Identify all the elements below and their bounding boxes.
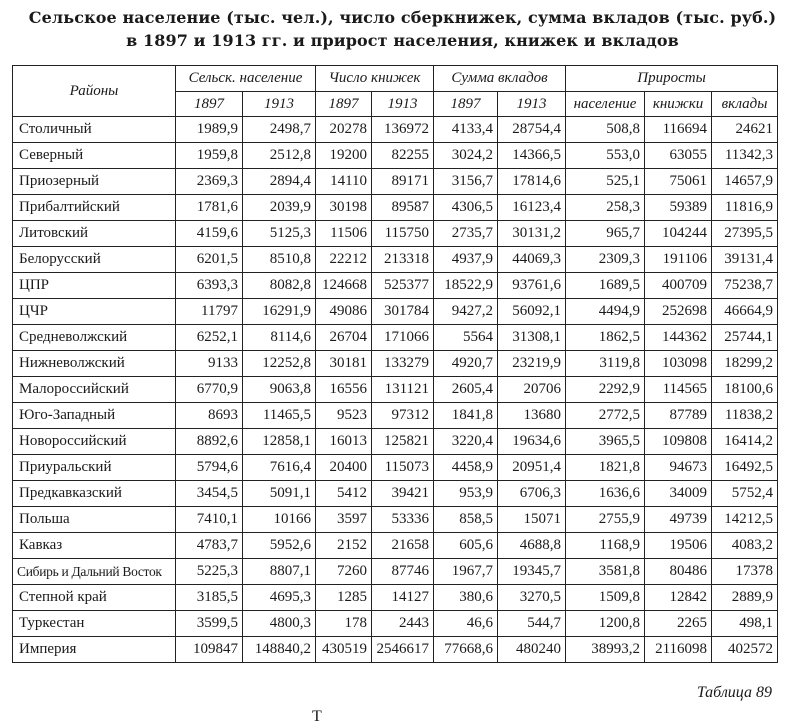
value-cell-gp: 965,7 xyxy=(566,221,645,247)
value-cell-b1897: 30181 xyxy=(316,351,372,377)
value-cell-p1897: 4159,6 xyxy=(176,221,243,247)
table-row xyxy=(13,377,778,403)
value-cell-p1913: 12858,1 xyxy=(243,429,316,455)
region-cell: ЦЧР xyxy=(13,299,176,325)
value-cell-b1897: 30198 xyxy=(316,195,372,221)
table-row xyxy=(13,455,778,481)
value-cell-d1913: 28754,4 xyxy=(498,117,566,143)
value-cell-p1897: 8693 xyxy=(176,403,243,429)
value-cell-p1913: 8082,8 xyxy=(243,273,316,299)
value-cell-gb: 116694 xyxy=(645,117,712,143)
value-cell-b1897: 20400 xyxy=(316,455,372,481)
value-cell-gd: 14212,5 xyxy=(712,507,778,533)
title-line-2: в 1897 и 1913 гг. и прирост населения, книжек и вкладов xyxy=(126,31,679,50)
table-title xyxy=(0,6,805,52)
value-cell-b1913: 171066 xyxy=(372,325,434,351)
value-cell-b1897: 14110 xyxy=(316,169,372,195)
value-cell-gb: 114565 xyxy=(645,377,712,403)
value-cell-gp: 38993,2 xyxy=(566,637,645,663)
value-cell-p1913: 2039,9 xyxy=(243,195,316,221)
value-cell-p1897: 3185,5 xyxy=(176,585,243,611)
value-cell-p1897: 6252,1 xyxy=(176,325,243,351)
value-cell-d1913: 15071 xyxy=(498,507,566,533)
value-cell-gp: 2292,9 xyxy=(566,377,645,403)
region-cell: Северный xyxy=(13,143,176,169)
value-cell-gp: 2772,5 xyxy=(566,403,645,429)
value-cell-d1913: 4688,8 xyxy=(498,533,566,559)
table-row xyxy=(13,169,778,195)
value-cell-gb: 12842 xyxy=(645,585,712,611)
value-cell-d1897: 858,5 xyxy=(434,507,498,533)
value-cell-b1913: 525377 xyxy=(372,273,434,299)
value-cell-b1913: 2546617 xyxy=(372,637,434,663)
value-cell-p1897: 11797 xyxy=(176,299,243,325)
value-cell-b1897: 11506 xyxy=(316,221,372,247)
value-cell-gd: 11342,3 xyxy=(712,143,778,169)
value-cell-d1897: 605,6 xyxy=(434,533,498,559)
value-cell-d1913: 16123,4 xyxy=(498,195,566,221)
value-cell-b1897: 3597 xyxy=(316,507,372,533)
value-cell-p1897: 109847 xyxy=(176,637,243,663)
value-cell-p1897: 6770,9 xyxy=(176,377,243,403)
value-cell-gp: 1636,6 xyxy=(566,481,645,507)
region-cell: Средневолжский xyxy=(13,325,176,351)
value-cell-gd: 39131,4 xyxy=(712,247,778,273)
value-cell-d1897: 953,9 xyxy=(434,481,498,507)
table-row xyxy=(13,559,778,585)
value-cell-b1897: 430519 xyxy=(316,637,372,663)
value-cell-b1897: 22212 xyxy=(316,247,372,273)
table-row xyxy=(13,507,778,533)
value-cell-gd: 27395,5 xyxy=(712,221,778,247)
table-row xyxy=(13,143,778,169)
region-cell: Приозерный xyxy=(13,169,176,195)
value-cell-d1897: 4920,7 xyxy=(434,351,498,377)
value-cell-p1913: 4695,3 xyxy=(243,585,316,611)
value-cell-d1913: 17814,6 xyxy=(498,169,566,195)
value-cell-gb: 49739 xyxy=(645,507,712,533)
value-cell-d1897: 2735,7 xyxy=(434,221,498,247)
value-cell-d1913: 31308,1 xyxy=(498,325,566,351)
value-cell-d1897: 3156,7 xyxy=(434,169,498,195)
value-cell-gb: 19506 xyxy=(645,533,712,559)
region-cell: Новороссийский xyxy=(13,429,176,455)
data-table xyxy=(12,65,778,663)
region-cell: Предкавказский xyxy=(13,481,176,507)
value-cell-gb: 144362 xyxy=(645,325,712,351)
header-rural-population: Сельск. население xyxy=(176,66,316,92)
value-cell-gb: 75061 xyxy=(645,169,712,195)
value-cell-gb: 2265 xyxy=(645,611,712,637)
value-cell-gd: 2889,9 xyxy=(712,585,778,611)
value-cell-d1897: 9427,2 xyxy=(434,299,498,325)
value-cell-gb: 80486 xyxy=(645,559,712,585)
value-cell-b1897: 16013 xyxy=(316,429,372,455)
value-cell-d1897: 380,6 xyxy=(434,585,498,611)
value-cell-d1913: 19634,6 xyxy=(498,429,566,455)
value-cell-p1897: 9133 xyxy=(176,351,243,377)
value-cell-gb: 191106 xyxy=(645,247,712,273)
value-cell-p1913: 11465,5 xyxy=(243,403,316,429)
value-cell-gp: 1200,8 xyxy=(566,611,645,637)
value-cell-gd: 4083,2 xyxy=(712,533,778,559)
header-year-1897: 1897 xyxy=(434,92,498,117)
value-cell-gp: 525,1 xyxy=(566,169,645,195)
region-cell: ЦПР xyxy=(13,273,176,299)
value-cell-gd: 14657,9 xyxy=(712,169,778,195)
value-cell-b1897: 1285 xyxy=(316,585,372,611)
value-cell-p1913: 2512,8 xyxy=(243,143,316,169)
header-deposits: Сумма вкладов xyxy=(434,66,566,92)
region-cell: Столичный xyxy=(13,117,176,143)
value-cell-d1913: 44069,3 xyxy=(498,247,566,273)
value-cell-gb: 87789 xyxy=(645,403,712,429)
value-cell-d1913: 20706 xyxy=(498,377,566,403)
region-cell: Империя xyxy=(13,637,176,663)
value-cell-p1913: 7616,4 xyxy=(243,455,316,481)
value-cell-b1913: 87746 xyxy=(372,559,434,585)
table-row xyxy=(13,481,778,507)
value-cell-b1913: 2443 xyxy=(372,611,434,637)
header-growth-books: книжки xyxy=(645,92,712,117)
value-cell-b1897: 20278 xyxy=(316,117,372,143)
value-cell-gp: 3581,8 xyxy=(566,559,645,585)
value-cell-d1897: 3024,2 xyxy=(434,143,498,169)
value-cell-d1897: 1841,8 xyxy=(434,403,498,429)
region-cell: Польша xyxy=(13,507,176,533)
header-growth: Приросты xyxy=(566,66,778,92)
value-cell-b1897: 19200 xyxy=(316,143,372,169)
value-cell-p1913: 12252,8 xyxy=(243,351,316,377)
value-cell-gd: 46664,9 xyxy=(712,299,778,325)
table-row xyxy=(13,351,778,377)
value-cell-b1913: 14127 xyxy=(372,585,434,611)
table-row xyxy=(13,637,778,663)
header-year-1897: 1897 xyxy=(176,92,243,117)
value-cell-b1913: 39421 xyxy=(372,481,434,507)
value-cell-gb: 252698 xyxy=(645,299,712,325)
value-cell-d1913: 19345,7 xyxy=(498,559,566,585)
value-cell-b1913: 301784 xyxy=(372,299,434,325)
value-cell-gb: 2116098 xyxy=(645,637,712,663)
value-cell-gd: 17378 xyxy=(712,559,778,585)
region-cell: Белорусский xyxy=(13,247,176,273)
value-cell-gb: 59389 xyxy=(645,195,712,221)
value-cell-p1913: 5091,1 xyxy=(243,481,316,507)
region-cell: Кавказ xyxy=(13,533,176,559)
region-cell: Степной край xyxy=(13,585,176,611)
value-cell-b1913: 89587 xyxy=(372,195,434,221)
value-cell-p1897: 4783,7 xyxy=(176,533,243,559)
header-regions: Районы xyxy=(13,66,176,117)
value-cell-p1897: 8892,6 xyxy=(176,429,243,455)
value-cell-b1913: 115750 xyxy=(372,221,434,247)
value-cell-d1897: 5564 xyxy=(434,325,498,351)
value-cell-p1913: 10166 xyxy=(243,507,316,533)
header-books: Число книжек xyxy=(316,66,434,92)
value-cell-b1897: 178 xyxy=(316,611,372,637)
value-cell-b1913: 97312 xyxy=(372,403,434,429)
value-cell-b1897: 49086 xyxy=(316,299,372,325)
table-row xyxy=(13,611,778,637)
table-row xyxy=(13,247,778,273)
region-cell: Туркестан xyxy=(13,611,176,637)
header-growth-population: население xyxy=(566,92,645,117)
value-cell-gd: 11816,9 xyxy=(712,195,778,221)
table-caption: Таблица 89 xyxy=(696,684,772,701)
value-cell-b1913: 115073 xyxy=(372,455,434,481)
value-cell-gb: 34009 xyxy=(645,481,712,507)
value-cell-b1913: 89171 xyxy=(372,169,434,195)
table-row xyxy=(13,429,778,455)
value-cell-d1913: 30131,2 xyxy=(498,221,566,247)
value-cell-p1913: 8807,1 xyxy=(243,559,316,585)
value-cell-d1897: 4937,9 xyxy=(434,247,498,273)
value-cell-gp: 1509,8 xyxy=(566,585,645,611)
table-row xyxy=(13,299,778,325)
value-cell-d1897: 4458,9 xyxy=(434,455,498,481)
region-cell: Нижневолжский xyxy=(13,351,176,377)
value-cell-b1913: 136972 xyxy=(372,117,434,143)
table-row xyxy=(13,325,778,351)
value-cell-p1913: 4800,3 xyxy=(243,611,316,637)
value-cell-gp: 1821,8 xyxy=(566,455,645,481)
value-cell-gp: 2755,9 xyxy=(566,507,645,533)
cut-off-text: Т xyxy=(312,708,322,725)
table-body xyxy=(13,117,778,663)
value-cell-b1913: 82255 xyxy=(372,143,434,169)
value-cell-gd: 16492,5 xyxy=(712,455,778,481)
value-cell-gd: 75238,7 xyxy=(712,273,778,299)
value-cell-gp: 553,0 xyxy=(566,143,645,169)
value-cell-gp: 1862,5 xyxy=(566,325,645,351)
value-cell-gb: 109808 xyxy=(645,429,712,455)
value-cell-gp: 508,8 xyxy=(566,117,645,143)
value-cell-gp: 1689,5 xyxy=(566,273,645,299)
value-cell-gd: 11838,2 xyxy=(712,403,778,429)
value-cell-p1913: 148840,2 xyxy=(243,637,316,663)
value-cell-gp: 258,3 xyxy=(566,195,645,221)
value-cell-d1913: 6706,3 xyxy=(498,481,566,507)
value-cell-p1913: 8114,6 xyxy=(243,325,316,351)
value-cell-d1913: 13680 xyxy=(498,403,566,429)
header-year-1913: 1913 xyxy=(372,92,434,117)
value-cell-p1897: 3599,5 xyxy=(176,611,243,637)
value-cell-d1897: 1967,7 xyxy=(434,559,498,585)
value-cell-b1897: 16556 xyxy=(316,377,372,403)
value-cell-p1897: 5225,3 xyxy=(176,559,243,585)
value-cell-gb: 104244 xyxy=(645,221,712,247)
table-row xyxy=(13,533,778,559)
region-cell: Литовский xyxy=(13,221,176,247)
value-cell-p1897: 3454,5 xyxy=(176,481,243,507)
value-cell-b1913: 213318 xyxy=(372,247,434,273)
table-row xyxy=(13,585,778,611)
value-cell-gd: 498,1 xyxy=(712,611,778,637)
value-cell-p1897: 2369,3 xyxy=(176,169,243,195)
value-cell-b1913: 21658 xyxy=(372,533,434,559)
region-cell: Сибирь и Дальний Восток xyxy=(13,559,176,585)
value-cell-d1913: 56092,1 xyxy=(498,299,566,325)
value-cell-d1897: 77668,6 xyxy=(434,637,498,663)
value-cell-p1913: 2894,4 xyxy=(243,169,316,195)
region-cell: Малороссийский xyxy=(13,377,176,403)
value-cell-d1897: 4306,5 xyxy=(434,195,498,221)
value-cell-p1897: 7410,1 xyxy=(176,507,243,533)
value-cell-b1897: 7260 xyxy=(316,559,372,585)
value-cell-gd: 16414,2 xyxy=(712,429,778,455)
header-year-1897: 1897 xyxy=(316,92,372,117)
value-cell-b1897: 26704 xyxy=(316,325,372,351)
value-cell-gp: 3965,5 xyxy=(566,429,645,455)
region-cell: Прибалтийский xyxy=(13,195,176,221)
value-cell-d1913: 23219,9 xyxy=(498,351,566,377)
value-cell-b1913: 125821 xyxy=(372,429,434,455)
value-cell-d1897: 3220,4 xyxy=(434,429,498,455)
value-cell-d1897: 4133,4 xyxy=(434,117,498,143)
value-cell-p1913: 2498,7 xyxy=(243,117,316,143)
region-cell: Юго-Западный xyxy=(13,403,176,429)
value-cell-d1897: 18522,9 xyxy=(434,273,498,299)
title-line-1: Сельское население (тыс. чел.), число сберкнижек, сумма вкладов (тыс. руб.) xyxy=(28,8,777,27)
value-cell-gp: 3119,8 xyxy=(566,351,645,377)
table-row xyxy=(13,221,778,247)
value-cell-b1913: 131121 xyxy=(372,377,434,403)
value-cell-gd: 402572 xyxy=(712,637,778,663)
value-cell-b1897: 2152 xyxy=(316,533,372,559)
value-cell-gd: 25744,1 xyxy=(712,325,778,351)
value-cell-d1913: 3270,5 xyxy=(498,585,566,611)
value-cell-gd: 5752,4 xyxy=(712,481,778,507)
value-cell-p1897: 1959,8 xyxy=(176,143,243,169)
value-cell-b1897: 124668 xyxy=(316,273,372,299)
value-cell-d1913: 20951,4 xyxy=(498,455,566,481)
value-cell-p1897: 6201,5 xyxy=(176,247,243,273)
value-cell-gd: 18100,6 xyxy=(712,377,778,403)
value-cell-d1913: 544,7 xyxy=(498,611,566,637)
table-row xyxy=(13,195,778,221)
value-cell-p1897: 6393,3 xyxy=(176,273,243,299)
value-cell-p1897: 1781,6 xyxy=(176,195,243,221)
value-cell-gp: 1168,9 xyxy=(566,533,645,559)
header-year-1913: 1913 xyxy=(243,92,316,117)
value-cell-p1913: 9063,8 xyxy=(243,377,316,403)
header-growth-deposits: вклады xyxy=(712,92,778,117)
value-cell-b1913: 133279 xyxy=(372,351,434,377)
value-cell-d1913: 93761,6 xyxy=(498,273,566,299)
value-cell-p1913: 8510,8 xyxy=(243,247,316,273)
value-cell-b1913: 53336 xyxy=(372,507,434,533)
value-cell-d1897: 2605,4 xyxy=(434,377,498,403)
value-cell-gb: 103098 xyxy=(645,351,712,377)
value-cell-gd: 24621 xyxy=(712,117,778,143)
value-cell-p1913: 5125,3 xyxy=(243,221,316,247)
value-cell-gb: 400709 xyxy=(645,273,712,299)
header-year-1913: 1913 xyxy=(498,92,566,117)
value-cell-gp: 2309,3 xyxy=(566,247,645,273)
value-cell-gb: 94673 xyxy=(645,455,712,481)
value-cell-p1897: 1989,9 xyxy=(176,117,243,143)
value-cell-d1913: 480240 xyxy=(498,637,566,663)
value-cell-p1913: 16291,9 xyxy=(243,299,316,325)
table-row xyxy=(13,117,778,143)
value-cell-p1897: 5794,6 xyxy=(176,455,243,481)
value-cell-gd: 18299,2 xyxy=(712,351,778,377)
region-cell: Приуральский xyxy=(13,455,176,481)
value-cell-d1913: 14366,5 xyxy=(498,143,566,169)
table-row xyxy=(13,273,778,299)
value-cell-b1897: 5412 xyxy=(316,481,372,507)
value-cell-gb: 63055 xyxy=(645,143,712,169)
value-cell-p1913: 5952,6 xyxy=(243,533,316,559)
table-row xyxy=(13,403,778,429)
value-cell-gp: 4494,9 xyxy=(566,299,645,325)
value-cell-d1897: 46,6 xyxy=(434,611,498,637)
value-cell-b1897: 9523 xyxy=(316,403,372,429)
